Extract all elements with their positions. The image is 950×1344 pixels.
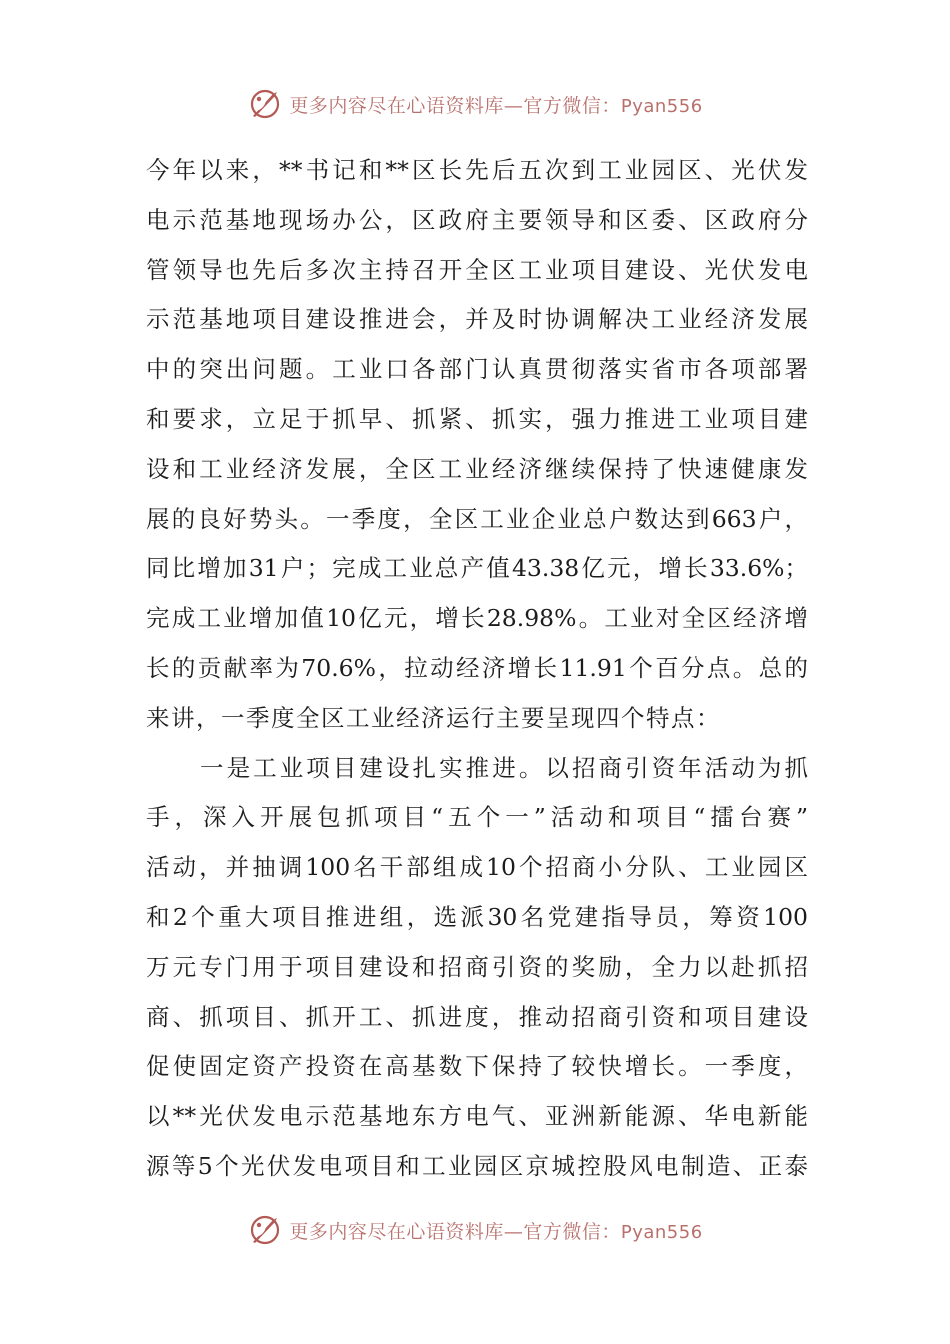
- text-line: 同比增加31户；完成工业总产值43.38亿元，增长33.6%；: [146, 554, 808, 583]
- text-line: 长的贡献率为70.6%，拉动经济增长11.91个百分点。总的: [146, 653, 808, 682]
- watermark-text: 更多内容尽在心语资料库—官方微信：Pyan556: [289, 1220, 703, 1243]
- text-line: 促使固定资产投资在高基数下保持了较快增长。一季度，: [146, 1052, 808, 1081]
- watermark-header: [0, 84, 950, 124]
- quill-logo-icon: [247, 86, 283, 122]
- text-line: 来讲，一季度全区工业经济运行主要呈现四个特点：: [146, 703, 721, 732]
- watermark-footer: [0, 1210, 950, 1250]
- text-line: 商、抓项目、抓开工、抓进度，推动招商引资和项目建设: [146, 1002, 808, 1031]
- text-line: 和2个重大项目推进组，选派30名党建指导员，筹资100: [146, 902, 808, 931]
- text-line: 活动，并抽调100名干部组成10个招商小分队、工业园区: [146, 853, 808, 882]
- watermark-text: 更多内容尽在心语资料库—官方微信：Pyan556: [289, 94, 703, 117]
- text-line: 完成工业增加值10亿元，增长28.98%。工业对全区经济增: [146, 604, 808, 633]
- text-line: 和要求，立足于抓早、抓紧、抓实，强力推进工业项目建: [146, 404, 808, 433]
- text-line: 今年以来，**书记和**区长先后五次到工业园区、光伏发: [146, 156, 808, 184]
- quill-logo-icon: [247, 1212, 283, 1248]
- text-line: 设和工业经济发展，全区工业经济继续保持了快速健康发: [146, 454, 808, 483]
- text-line: 管领导也先后多次主持召开全区工业项目建设、光伏发电: [146, 255, 808, 284]
- text-line: 万元专门用于项目建设和招商引资的奖励，全力以赴抓招: [146, 952, 808, 981]
- text-line: 手，深入开展包抓项目“五个一”活动和项目“擂台赛”: [146, 803, 808, 832]
- paragraph-first-line: 一是工业项目建设扎实推进。以招商引资年活动为抓: [200, 753, 808, 782]
- text-line: 源等5个光伏发电项目和工业园区京城控股风电制造、正泰: [146, 1151, 808, 1180]
- text-line: 展的良好势头。一季度，全区工业企业总户数达到663户，: [146, 504, 808, 533]
- text-line: 示范基地项目建设推进会，并及时协调解决工业经济发展: [146, 305, 808, 334]
- document-body: [146, 146, 808, 1192]
- text-line: 中的突出问题。工业口各部门认真贯彻落实省市各项部署: [146, 355, 808, 384]
- text-line: 以**光伏发电示范基地东方电气、亚洲新能源、华电新能: [146, 1102, 808, 1131]
- text-line: 电示范基地现场办公，区政府主要领导和区委、区政府分: [146, 205, 808, 234]
